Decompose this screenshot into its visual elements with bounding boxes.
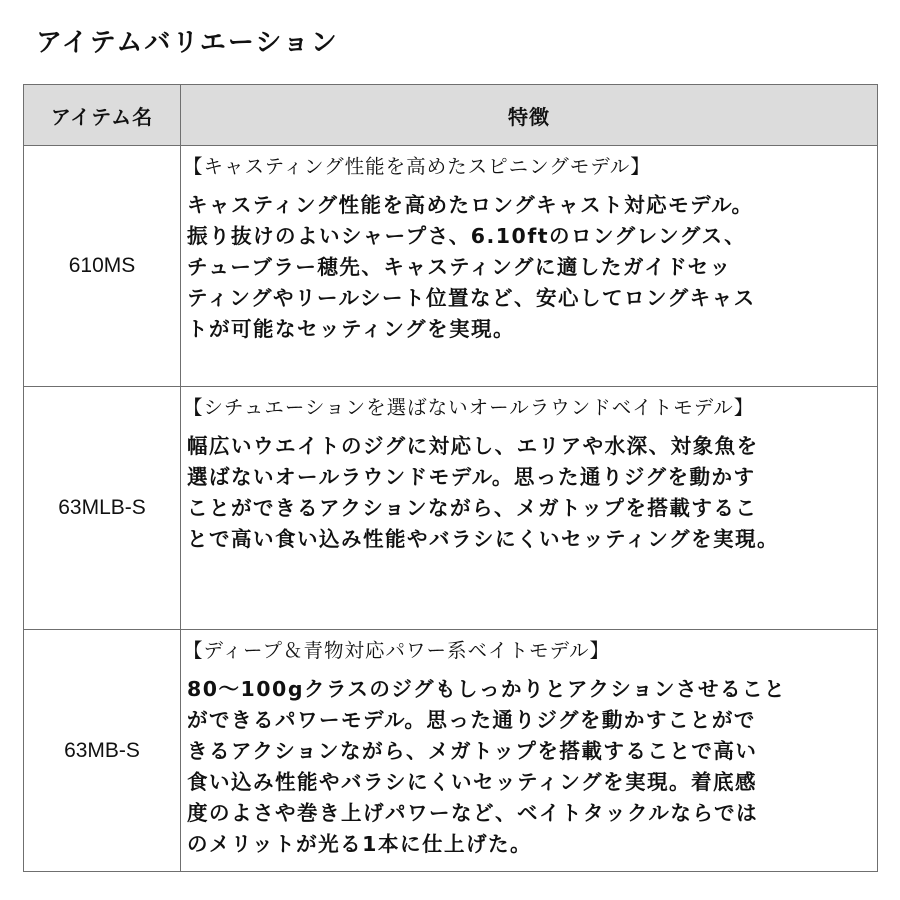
header-feature: 特徴	[181, 85, 878, 146]
feature-cell	[181, 387, 878, 630]
description-line: きるアクションながら、メガトップを搭載することで高い	[187, 739, 758, 763]
feature-heading: 【キャスティング性能を高めたスピニングモデル】	[183, 155, 651, 178]
description-line: トが可能なセッティングを実現。	[187, 317, 515, 341]
description-line: ティングやリールシート位置など、安心してロングキャス	[187, 286, 756, 310]
description-line: とで高い食い込み性能やバラシにくいセッティングを実現。	[187, 527, 779, 551]
table-row	[24, 387, 878, 630]
feature-cell	[181, 146, 878, 387]
table-row	[24, 630, 878, 872]
table-header-row	[24, 85, 878, 146]
page-title: アイテムバリエーション	[36, 28, 339, 58]
table-row	[24, 146, 878, 387]
description-line: 振り抜けのよいシャープさ、6.10ftのロングレングス、	[187, 224, 747, 248]
feature-description	[187, 190, 869, 345]
description-line: 80～100gクラスのジグもしっかりとアクションさせること	[187, 677, 786, 701]
description-line: 食い込み性能やバラシにくいセッティングを実現。着底感	[187, 770, 757, 794]
description-line: 度のよさや巻き上げパワーなど、ベイトタックルならでは	[187, 801, 759, 825]
item-name-cell: 610MS	[24, 146, 181, 387]
item-name-cell: 63MLB-S	[24, 387, 181, 630]
feature-heading: 【ディープ＆青物対応パワー系ベイトモデル】	[183, 639, 610, 662]
header-item-name: アイテム名	[24, 85, 181, 146]
description-line: のメリットが光る1本に仕上げた。	[187, 832, 532, 856]
description-line: 選ばないオールラウンドモデル。思った通りジグを動かす	[187, 465, 756, 489]
description-line: ことができるアクションながら、メガトップを搭載するこ	[187, 496, 758, 520]
feature-description	[187, 431, 869, 555]
description-line: 幅広いウエイトのジグに対応し、エリアや水深、対象魚を	[187, 434, 759, 458]
feature-heading: 【シチュエーションを選ばないオールラウンドベイトモデル】	[183, 396, 755, 419]
item-variation-table	[23, 84, 878, 872]
description-line: キャスティング性能を高めたロングキャスト対応モデル。	[187, 193, 754, 217]
description-line: チューブラー穂先、キャスティングに適したガイドセッ	[187, 255, 732, 279]
item-name-cell: 63MB-S	[24, 630, 181, 872]
description-line: ができるパワーモデル。思った通りジグを動かすことがで	[187, 708, 756, 732]
feature-cell	[181, 630, 878, 872]
feature-description	[187, 674, 869, 860]
